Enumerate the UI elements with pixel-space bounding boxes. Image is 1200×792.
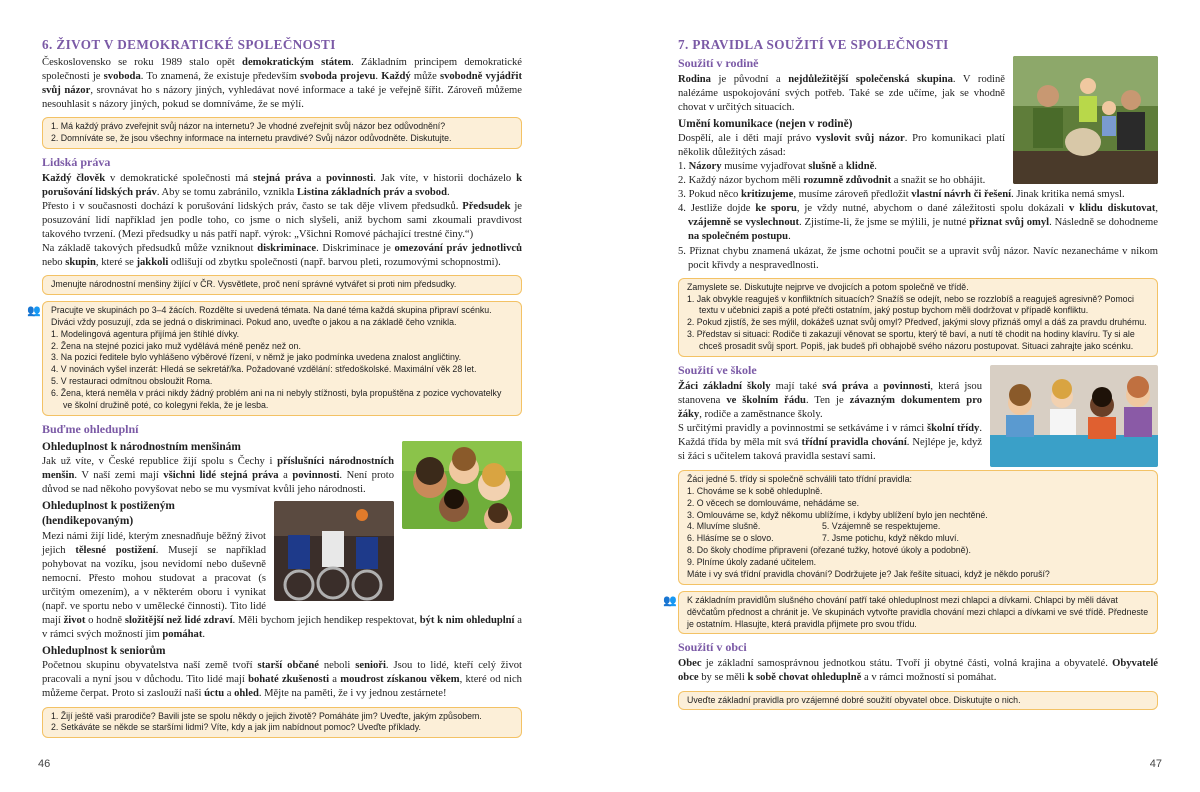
rules-two-columns (687, 521, 1149, 545)
group-task-icon: 👥 (27, 304, 41, 317)
bold-term: povinnosti (292, 470, 340, 482)
list-item: 6. Hlásíme se o slovo. (687, 533, 774, 544)
list-item: 7. Jsme potichu, když někdo mluví. (822, 533, 959, 544)
text-run: . Zjistíme-li, že jsme se mýlili, je nutné (799, 217, 970, 229)
text-run: může (410, 70, 440, 82)
chapter-title: 7. PRAVIDLA SOUŽITÍ VE SPOLEČNOSTI (678, 37, 949, 52)
text-run: Přesto i v současnosti dochází k porušování lidských práv, často se tak děje vlivem předsudků. (42, 200, 463, 212)
bold-term: v klidu diskutovat (1068, 203, 1156, 215)
bold-term: tělesné postižení (75, 544, 156, 556)
bold-term: Každý člověk (42, 172, 106, 184)
text-run: Dospělí, ale i děti mají právo (678, 132, 816, 144)
text-run: , je vždy nutné, abychom o dané záležitosti spolu dokázali (796, 203, 1069, 215)
paragraph (42, 659, 522, 701)
text-run: a v rámci možností si pomáhat. (861, 672, 997, 684)
bold-term: k porušování lidských práv (42, 172, 522, 198)
list-item: 8. Do školy chodíme připraveni (ořezané tužky, hotové úkoly a podobně). (687, 545, 971, 556)
text-run: . Ten je (805, 394, 850, 406)
right-page (600, 0, 1200, 792)
bold-term: rozumně zdůvodnit (803, 175, 892, 187)
question-item: 1. Žijí ještě vaši prarodiče? Bavili jste se spolu někdy o jejich životě? Pomáháte jim? Uveďte, jakým způsobem. (51, 710, 482, 721)
text-run: . Jsou to lidé, kteří celý život pracovali a nyní jsou v důchodu. Tito lidé mají (42, 660, 522, 686)
bold-term: na společném postupu (688, 231, 789, 243)
bold-term: školní třídy (927, 423, 980, 435)
text-run: . Aby se tomu zabránilo, vznikla (156, 186, 297, 198)
text-run: musíme vyjadřovat (721, 161, 809, 173)
text-run: a (224, 688, 235, 700)
text-run: . V naší zemi mají (74, 470, 164, 482)
text-run: , které se (95, 257, 137, 269)
task-list (687, 294, 1149, 353)
bold-term: vyslovit svůj názor (815, 132, 905, 144)
bold-term: bohaté zkušenosti (248, 674, 330, 686)
text-run: . Měli bychom jejich hendikep respektovat, (232, 614, 420, 626)
paragraph (42, 56, 522, 112)
page-number: 46 (38, 758, 51, 771)
text-run: Československo se roku 1989 stalo opět (42, 56, 243, 68)
list-item: 9. Plníme úkoly zadané učitelem. (687, 557, 817, 568)
bold-term: starší občané (257, 660, 319, 672)
text-run: , srovnávat ho s názory jiných, vyhledávat nové informace a také je veřejně šířit. Zároveň můžeme nesouhlasit s názory jiných, pokud se domníváme, že se mýlí. (42, 84, 522, 110)
text-run: . Mějte na paměti, že i vy jednou zestárnete! (258, 688, 447, 700)
bold-term: stejná práva (253, 172, 312, 184)
family-photo (1013, 56, 1158, 184)
bold-term: nejdůležitější společenská skupina (788, 73, 953, 85)
bold-term: ke sporu (755, 203, 797, 215)
text-run: . (375, 70, 382, 82)
bold-term: Každý (381, 70, 411, 82)
bold-term: senioři (355, 660, 386, 672)
bold-term: přiznat svůj omyl (969, 217, 1050, 229)
bold-term: k sobě chovat ohleduplně (747, 672, 862, 684)
bold-term: úctu (204, 688, 225, 700)
bold-term: život (63, 614, 86, 626)
bold-term: klidně (846, 161, 875, 173)
group-task-box (27, 301, 522, 416)
question-box (42, 275, 522, 295)
bold-term: svoboda projevu (300, 70, 376, 82)
list-item: 3. Na pozici ředitele bylo vyhlášeno výběrové řízení, v němž je jako podmínka uvedena znalost angličtiny. (51, 352, 462, 363)
text-run: 2. Každý názor bychom měli (678, 175, 804, 187)
text-run: , které od nich můžeme čerpat. Proto si zaslouží naši (42, 674, 522, 700)
bold-term: slušně (808, 161, 837, 173)
rules-question: Máte i vy svá třídní pravidla chování? Dodržujete je? Jak řešíte situaci, když je někdo poruší? (687, 568, 1050, 579)
text-run: nebo (42, 257, 66, 269)
bold-term: skupin (65, 257, 96, 269)
rule-item (678, 188, 1158, 202)
text-run: . To znamená, že existuje především (140, 70, 301, 82)
text-run: by se měli (698, 672, 748, 684)
bold-term: vlastní návrh či řešení (911, 189, 1012, 201)
text-run: , která jsou stanovena (678, 380, 983, 406)
bold-term: diskriminace (257, 242, 317, 254)
text-run: a (868, 380, 884, 392)
list-item: 4. V novinách vyšel inzerát: Hledá se sekretář/ka. Požadované vzdělání: středoškolské. Maximální věk 28 let. (51, 364, 477, 375)
question-item: Jmenujte národnostní menšiny žijící v ČR. Vysvětlete, proč není správné vytvářet si proti nim předsudky. (51, 279, 457, 290)
bold-term: moudrost získanou věkem (340, 674, 460, 686)
text-run: . Nejlépe je, když si žáci s učitelem taková pravidla sestaví sami. (678, 437, 983, 463)
list-item: 3. Představ si situaci: Rodiče ti zakazují věnovat se sportu, který tě baví, a nutí tě chodit na hodiny klavíru. Ty si ale chceš prosadit svůj sport. Popiš, jak budeš při obhajobě svého názoru postupovat. Situaci zahrajte jako scénku. (687, 329, 1135, 352)
bold-term: Listina základních práv a svobod (296, 186, 447, 198)
text-run: . Každá třída by měla mít svá (678, 423, 982, 449)
text-run: 5. Přiznat chybu znamená ukázat, že jsme ochotni poučit se a upravit svůj názor. Navíc nezanecháme v nikom pocit křivdy a nespravedlnosti. (678, 245, 1158, 271)
bold-term: Obec (678, 658, 702, 670)
group-task-box (663, 591, 1158, 635)
bold-term: demokratickým státem (242, 56, 352, 68)
text-run: . (202, 629, 206, 641)
question-box (42, 707, 522, 739)
text-run: Na základě takových předsudků může vzniknout (42, 242, 258, 254)
section-heading: Lidská práva (42, 154, 111, 169)
wheelchair-basketball-photo (274, 501, 394, 601)
text-run: . Pro komunikaci platí několik důležitých zásad: (678, 132, 1006, 158)
list-item: 2. O věcech se domlouváme, nehádáme se. (687, 497, 860, 508)
children-photo (402, 441, 522, 529)
rule-item (678, 245, 1158, 273)
text-run: S určitými pravidly a povinnostmi se setkáváme i v rámci (678, 423, 928, 435)
text-run: o hodně (85, 614, 125, 626)
text-run: neboli (318, 660, 356, 672)
text-run: . (446, 186, 450, 198)
bold-term: povinnosti (326, 172, 374, 184)
task-intro: Zamyslete se. Diskutujte nejprve ve dvojicích a potom společně ve třídě. (687, 281, 969, 292)
text-run: . Základním principem demokratické společnosti je (42, 56, 522, 82)
text-run: . (874, 161, 877, 173)
text-run: , musíme zároveň předložit (793, 189, 912, 201)
section-heading: Buďme ohleduplní (42, 421, 139, 436)
bold-term: ohled (234, 688, 259, 700)
text-run: a v rámci svých možností jim (42, 614, 522, 641)
text-run: 4. Jestliže dojde (678, 203, 756, 215)
bold-term: povinnosti (883, 380, 931, 392)
page-number: 47 (1149, 758, 1162, 771)
bold-term: ve školním řádu (726, 394, 806, 406)
subsection-heading: Ohleduplnost k národnostním menšinám (42, 440, 241, 453)
rules-column (687, 521, 822, 545)
subsection-heading: Umění komunikace (nejen v rodině) (678, 117, 853, 130)
text-run: . Jak víte, v historii docházelo (373, 172, 517, 184)
bold-term: Obyvatelé obce (678, 658, 1158, 684)
subsection-heading: Ohleduplnost k postiženým (hendikepovaným) (42, 500, 175, 528)
section-heading: Soužití ve škole (678, 362, 757, 377)
bold-term: příslušníci národnostních menšin (42, 455, 394, 482)
text-run: v demokratické společnosti má (105, 172, 254, 184)
text-run: . Diskriminace je (316, 242, 395, 254)
text-run: je základní samosprávnou jednotkou státu. Tvoří ji obytné části, volná krajina a obyvatelé. (701, 658, 1113, 670)
list-item: 1. Jak obvykle reaguješ v konfliktních situacích? Snažíš se odejít, nebo se rozzlobíš a reaguješ agresivně? Pomoci textu v učebnici zapiš a poté přečti ostatním, jaký postup bychom měli dodržovat v případě konfliktu. (687, 293, 1134, 316)
bold-term: jakkoli (136, 257, 169, 269)
list-item: 4. Mluvíme slušně. (687, 521, 761, 532)
bold-term: třídní pravidla chování (801, 437, 907, 449)
group-task-icon: 👥 (663, 594, 677, 607)
text-run: . Není proto důvod se nad někoho povyšovat nebo se mu vysmívat kvůli jeho národnosti. (42, 470, 395, 496)
bold-term: Názory (688, 161, 722, 173)
paragraph (42, 200, 522, 242)
text-run: . Musejí se například pohybovat na vozíku, jsou nevidomí nebo duševně nemocní. Přesto mohou studovat a pracovat (s určitým omezením), a v některém oboru i vynikat (např. ve sportu nebo v umělecké činnosti). Tito lidé mají (42, 544, 266, 626)
task-text: K základním pravidlům slušného chování patří také ohleduplnost mezi chlapci a dívkami. Chlapci by měli dávat děvčatům přednost a chránit je. Ve skupinách vytvořte pravidla chování mezi chlapci a dívkami ve své třídě. Předneste je ostatním. Hlasujte, která pravidla přijmete pro svou třídu. (687, 594, 1149, 629)
text-run: Jak už víte, v České republice žijí spolu s Čechy i (42, 455, 278, 467)
text-run: . Jinak kritika nemá smysl. (1011, 189, 1125, 201)
bold-term: závazným dokumentem pro žáky (678, 394, 983, 421)
question-box (678, 691, 1158, 711)
text-run: 1. (678, 161, 689, 173)
section-heading: Soužití v rodině (678, 55, 759, 70)
list-item: 6. Žena, která neměla v práci nikdy žádný problém ani na ni nebyly stížnosti, byla propuštěna z pozice vychovatelky ve školní družině poté, co kolegyni řekla, že je lesba. (51, 388, 502, 410)
bold-term: omezování práv jednotlivců (394, 242, 523, 254)
bold-term: svobodně vyjádřit svůj názor (42, 70, 522, 96)
chapter-title: 6. ŽIVOT V DEMOKRATICKÉ SPOLEČNOSTI (42, 37, 336, 52)
text-run: a (836, 161, 847, 173)
text-run: a (329, 674, 341, 686)
question-item: 1. Má každý právo zveřejnit svůj názor na internetu? Je vhodné zveřejnit svůj názor bez odůvodnění? (51, 120, 446, 131)
rules-list (687, 545, 1149, 569)
text-run: a (278, 470, 293, 482)
left-column (27, 36, 523, 744)
classroom-photo (990, 365, 1158, 467)
list-item: 1. Chováme se k sobě ohleduplně. (687, 485, 823, 496)
question-box (678, 278, 1158, 357)
bold-term: Žáci základní školy (678, 380, 771, 392)
class-rules-box (678, 470, 1158, 585)
list-item: 1. Modelingová agentura přijímá jen štíhlé dívky. (51, 328, 240, 339)
question-item: 2. Domníváte se, že jsou všechny informace na internetu pravdivé? Svůj názor odůvodněte. Diskutujte. (51, 132, 452, 143)
bold-term: Rodina (678, 73, 711, 85)
text-run: . V rodině nalézáme uspokojování svých potřeb. Také se zde učíme, jak se vhodně chovat v určitých situacích. (678, 73, 1005, 113)
question-box (42, 117, 522, 149)
text-run: 3. Pokud něco (678, 189, 741, 201)
text-run: mají také (770, 380, 823, 392)
rules-list (687, 486, 1149, 522)
text-run: . Následně se dohodneme (1049, 217, 1158, 229)
paragraph (42, 242, 522, 270)
text-run: je původní a (710, 73, 789, 85)
list-item: 2. Žena na stejné pozici jako muž vydělává méně peněz než on. (51, 340, 301, 351)
right-column (663, 36, 1159, 716)
question-item: 2. Setkáváte se někde se staršími lidmi? Víte, kdy a jak jim nabídnout pomoc? Uveďte příklady. (51, 722, 422, 733)
bold-term: všichni lidé stejná práva (163, 470, 279, 482)
section-heading: Soužití v obci (678, 640, 747, 655)
bold-term: být k nim ohleduplní (419, 614, 515, 626)
bold-term: svoboda (103, 70, 141, 82)
text-run: odlišují od zbytku společnosti (např. barvou pleti, rozumovými schopnostmi). (168, 257, 501, 269)
bold-term: Předsudek (462, 200, 511, 212)
text-run: je posuzování lidí například jen podle toho, co jsme o nich slyšeli, aniž bychom sami zkoumali pravdivost takového tvrzení. (Mezi předsudky u nás patří např. výrok: „Všichni Romové páchající trestné činy.“) (42, 200, 522, 240)
list-item: 2. Pokud zjistíš, že ses mýlil, dokážeš uznat svůj omyl? Předveď, jakými slovy přiznáš omyl a dáš za pravdu druhému. (687, 317, 1147, 328)
text-run: a (311, 172, 327, 184)
text-run: , rodiče a zaměstnance školy. (699, 409, 823, 421)
text-run: , (1155, 203, 1159, 215)
bold-term: vzájemně se vyslechnout (688, 217, 800, 229)
list-item: 3. Omlouváme se, když někomu ublížíme, i kdyby ublížení bylo jen nechtěné. (687, 509, 988, 520)
paragraph (42, 172, 522, 200)
subsection-heading: Ohleduplnost k seniorům (42, 645, 166, 658)
text-run: . (788, 231, 791, 243)
task-intro: Žáci jedné 5. třídy si společně schválili tato třídní pravidla: (687, 473, 912, 484)
text-run: Početnou skupinu obyvatelstva naší země tvoří (42, 660, 258, 672)
rule-item (678, 202, 1158, 244)
paragraph (678, 657, 1158, 685)
question-item: Uveďte základní pravidla pro vzájemné dobré soužití obyvatel obce. Diskutujte o nich. (687, 694, 1021, 705)
list-item: 5. V restauraci odmítnou obsloužit Roma. (51, 376, 213, 387)
bold-term: kritizujeme (740, 189, 794, 201)
bold-term: složitější než lidé zdraví (124, 614, 233, 626)
bold-term: pomáhat (162, 629, 203, 641)
task-intro: Pracujte ve skupinách po 3–4 žácích. Rozdělte si uvedená témata. Na dané téma každá skupina připraví scénku. Diváci vždy posuzují, zda se jedná o diskriminaci. Pokud ano, uveďte o jakou a na základě čeho vznikla. (51, 304, 492, 327)
task-list (51, 329, 513, 412)
text-run: a snažit se ho obhájit. (891, 175, 986, 187)
rules-column (822, 521, 1022, 545)
text-run: Mezi námi žijí lidé, kterým znesnadňuje běžný život jejich (42, 530, 266, 556)
list-item: 5. Vzájemně se respektujeme. (822, 521, 941, 532)
bold-term: svá práva (822, 380, 869, 392)
